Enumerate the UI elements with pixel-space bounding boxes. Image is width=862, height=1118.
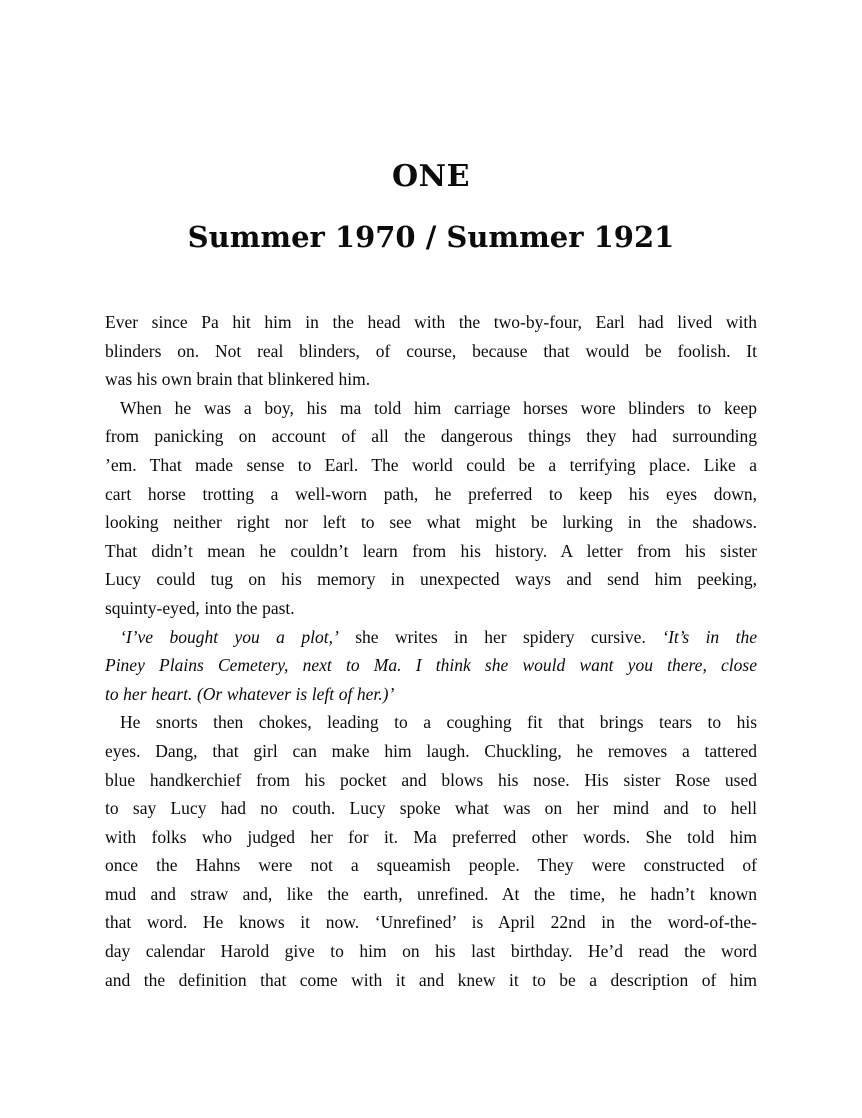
text-line: [105, 537, 757, 566]
text-segment: to say Lucy had no couth. Lucy spoke what was on her mind and to hell: [105, 798, 757, 819]
text-segment: When he was a boy, his ma told him carriage horses wore blinders to keep: [120, 397, 757, 418]
text-line: [105, 508, 757, 537]
text-segment: day calendar Harold give to him on his last birthday. He’d read the word: [105, 941, 757, 962]
paragraph: [105, 308, 757, 394]
text-line: [105, 451, 757, 480]
paragraph: [105, 623, 757, 709]
text-line: [105, 337, 757, 366]
text-line: [105, 308, 757, 337]
text-segment: cart horse trotting a well-worn path, he preferred to keep his eyes down,: [105, 483, 757, 504]
body-text: [105, 308, 757, 994]
chapter-header: [0, 0, 862, 253]
text-segment: from panicking on account of all the dangerous things they had surrounding: [105, 426, 757, 447]
text-segment: Ever since Pa hit him in the head with the two-by-four, Earl had lived with: [105, 312, 757, 332]
text-segment: that word. He knows it now. ‘Unrefined’ is April 22nd in the word-of-the-: [105, 912, 757, 933]
text-line: [105, 680, 757, 709]
text-line: [105, 908, 757, 937]
text-line: [105, 823, 757, 852]
text-segment: mud and straw and, like the earth, unrefined. At the time, he hadn’t known: [105, 883, 757, 904]
italic-text-segment: ‘I’ve bought you a plot,’: [120, 626, 339, 647]
text-line: [105, 937, 757, 966]
text-segment: eyes. Dang, that girl can make him laugh. Chuckling, he removes a tattered: [105, 740, 757, 761]
paragraph: [105, 708, 757, 994]
text-line: [105, 651, 757, 680]
paragraph: [105, 394, 757, 623]
italic-text-segment: ‘It’s in the: [662, 626, 757, 647]
text-line: [105, 394, 757, 423]
text-line: [105, 880, 757, 909]
italic-text-segment: Piney Plains Cemetery, next to Ma. I think she would want you there, close: [105, 655, 757, 676]
text-segment: He snorts then chokes, leading to a coughing fit that brings tears to his: [120, 712, 757, 733]
italic-text-segment: to her heart. (Or whatever is left of her.)’: [105, 683, 395, 704]
text-line: [105, 708, 757, 737]
text-line: [105, 594, 757, 623]
chapter-number: ONE: [392, 159, 470, 194]
text-segment: That didn’t mean he couldn’t learn from his history. A letter from his sister: [105, 540, 757, 561]
text-line: [105, 623, 757, 652]
text-line: [105, 966, 757, 995]
text-segment: with folks who judged her for it. Ma preferred other words. She told him: [105, 826, 757, 847]
text-segment: squinty-eyed, into the past.: [105, 597, 295, 618]
text-line: [105, 365, 757, 394]
text-line: [105, 794, 757, 823]
text-line: [105, 480, 757, 509]
text-segment: blinders on. Not real blinders, of course, because that would be foolish. It: [105, 340, 757, 361]
text-segment: once the Hahns were not a squeamish people. They were constructed of: [105, 855, 757, 876]
text-line: [105, 851, 757, 880]
text-segment: Lucy could tug on his memory in unexpected ways and send him peeking,: [105, 569, 757, 590]
text-segment: looking neither right nor left to see what might be lurking in the shadows.: [105, 512, 757, 533]
text-line: [105, 565, 757, 594]
text-segment: was his own brain that blinkered him.: [105, 369, 371, 390]
text-segment: blue handkerchief from his pocket and blows his nose. His sister Rose used: [105, 769, 757, 790]
text-line: [105, 737, 757, 766]
chapter-subtitle: Summer 1970 / Summer 1921: [187, 220, 675, 254]
text-line: [105, 422, 757, 451]
text-line: [105, 766, 757, 795]
text-segment: ’em. That made sense to Earl. The world could be a terrifying place. Like a: [105, 454, 757, 475]
text-segment: she writes in her spidery cursive.: [338, 626, 663, 647]
text-segment: and the definition that come with it and knew it to be a description of him: [105, 969, 757, 990]
